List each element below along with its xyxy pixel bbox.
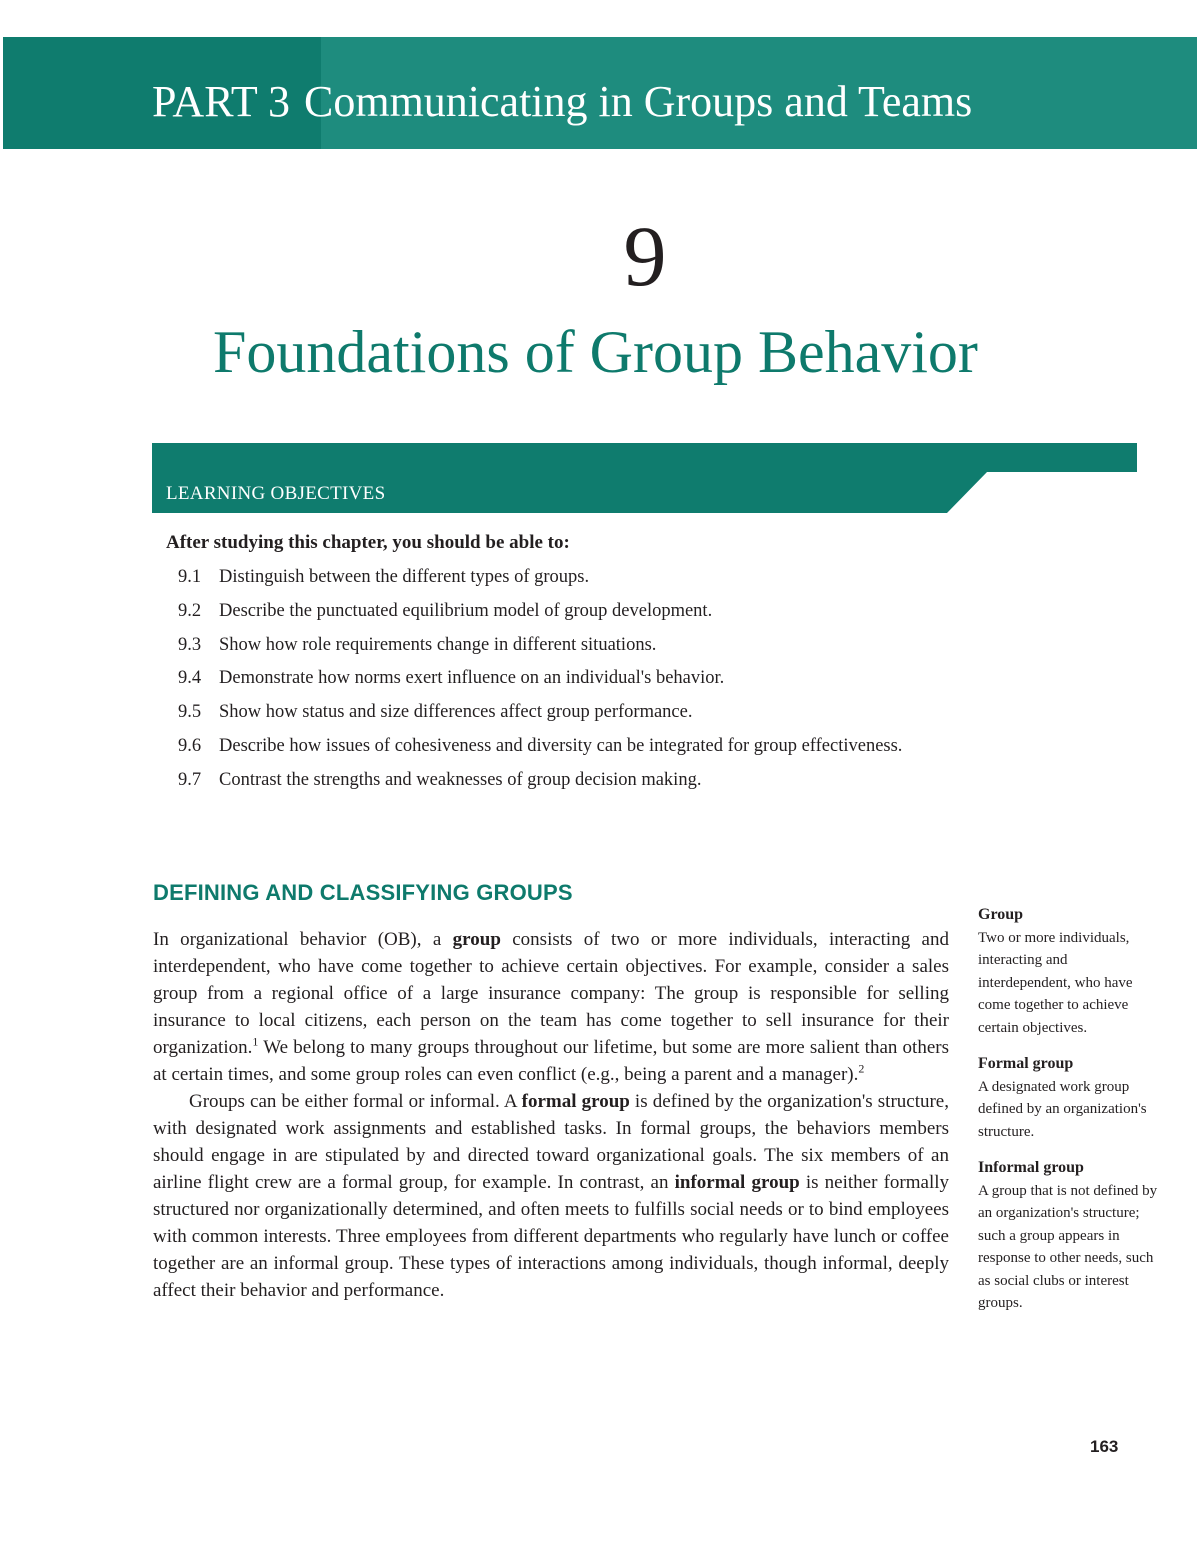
paragraph — [153, 1088, 949, 1304]
paragraph — [153, 926, 949, 1088]
glossary-term: Formal group — [978, 1055, 1074, 1072]
objective-text: Distinguish between the different types of groups. — [219, 567, 590, 587]
text-run: We belong to many groups throughout our lifetime, but some are more salient than others at certain times, and some group roles can even conflict (e.g., being a parent and a manager). — [153, 1037, 949, 1085]
text-run: is defined by the organization's structure, with designated work assignments and established tasks. In formal groups, the behaviors members should engage in are stipulated by and directed toward organizational goals. The six members of an airline flight crew are a formal group, for example. In contrast, an — [153, 1091, 949, 1193]
part-title-text: Communicating in Groups and Teams — [304, 77, 973, 126]
objective-text: Contrast the strengths and weaknesses of group decision making. — [219, 769, 702, 790]
text-run: Groups can be either formal or informal. A — [189, 1091, 522, 1112]
learning-objective-item — [178, 564, 958, 591]
objective-text: Describe the punctuated equilibrium model of group development. — [219, 600, 713, 621]
objective-number: 9.6 — [178, 735, 202, 756]
objective-text: Describe how issues of cohesiveness and diversity can be integrated for group effectiveness. — [219, 735, 903, 756]
text-run: consists of two or more individuals, interacting and interdependent, who have come together to achieve certain objectives. For example, consider a sales group from a regional office of a large insurance company: The group is responsible for selling insurance to local citizens, each person on the team has come together to sell insurance for their organization. — [153, 929, 949, 1058]
learning-objectives-heading: LEARNING OBJECTIVES — [166, 483, 386, 504]
objective-text: Demonstrate how norms exert influence on an individual's behavior. — [219, 668, 725, 689]
objective-number: 9.1 — [178, 567, 202, 587]
learning-objectives-list — [178, 564, 958, 801]
glossary-entry — [978, 904, 1158, 1039]
objective-text: Show how role requirements change in different situations. — [219, 634, 657, 655]
objective-number: 9.4 — [178, 668, 202, 689]
learning-objective-item — [178, 699, 958, 726]
glossary-definition: Two or more individuals, interacting and interdependent, who have come together to achieve certain objectives. — [978, 929, 1133, 1036]
learning-objective-item — [178, 665, 958, 692]
page-number: 163 — [1090, 1437, 1119, 1456]
learning-objective-item — [178, 767, 958, 794]
chapter-number: 9 — [623, 208, 667, 304]
section-heading: DEFINING AND CLASSIFYING GROUPS — [153, 880, 573, 905]
text-run: is neither formally structured nor organizationally determined, and often meets to fulfills social needs or to bind employees with common interests. Three employees from different departments who regularly have lunch or coffee together are an informal group. These types of interactions among individuals, though informal, deeply affect their behavior and performance. — [153, 1172, 950, 1301]
glossary-entry — [978, 1053, 1158, 1143]
objective-number: 9.3 — [178, 634, 202, 655]
objective-text: Show how status and size differences affect group performance. — [219, 702, 693, 723]
margin-glossary — [978, 904, 1158, 1329]
objective-number: 9.2 — [178, 600, 202, 621]
chapter-title: Foundations of Group Behavior — [213, 319, 978, 385]
glossary-term: Informal group — [978, 1159, 1084, 1176]
part-label: PART 3 — [152, 77, 290, 126]
learning-objective-item — [178, 733, 958, 760]
objective-number: 9.7 — [178, 769, 202, 790]
key-term: informal group — [674, 1172, 800, 1193]
part-title — [152, 72, 972, 132]
text-run: In organizational behavior (OB), a — [153, 929, 453, 950]
learning-objectives-banner — [152, 443, 1137, 513]
key-term: formal group — [521, 1091, 630, 1112]
learning-objective-item — [178, 632, 958, 659]
glossary-definition: A group that is not defined by an organization's structure; such a group appears in response to other needs, such as social clubs or interest groups. — [978, 1182, 1158, 1311]
body-text — [153, 926, 949, 1304]
glossary-term: Group — [978, 906, 1024, 923]
footnote-ref[interactable]: 2 — [858, 1061, 865, 1076]
learning-objective-item — [178, 598, 958, 625]
glossary-entry — [978, 1157, 1158, 1315]
key-term: group — [452, 929, 501, 950]
objective-number: 9.5 — [178, 702, 202, 723]
footnote-ref[interactable]: 1 — [252, 1034, 259, 1049]
glossary-definition: A designated work group defined by an organization's structure. — [978, 1078, 1147, 1140]
learning-objectives-intro: After studying this chapter, you should be able to: — [166, 532, 570, 553]
